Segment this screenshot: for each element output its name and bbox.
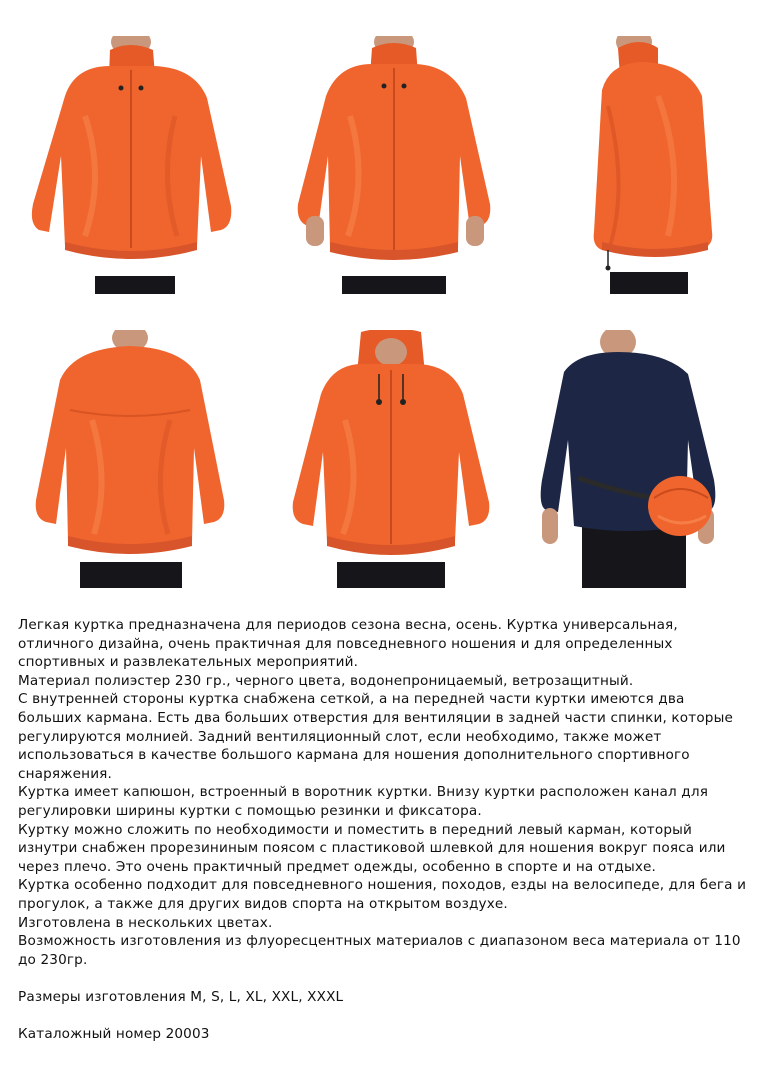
description-paragraph: С внутренней стороны куртка снабжена сеткой, а на передней части куртки имеются два больших кармана. Есть два больших отверстия для вентиляции в задней части спинки, которые регулируются молнией. Задний вентиляционный слот, если необходимо, также может использоваться в качестве большого кармана для ношения дополнительного спортивного снаряжения. [18, 691, 733, 782]
jacket-side-illustration [588, 36, 718, 294]
description-paragraph: Куртку можно сложить по необходимости и поместить в передний левый карман, который изнутри снабжен прорезининым поясом с пластиковой шлевкой для ношения вокруг пояса или через плечо. Это очень практичный предмет одежды, особенно в спорте и на отдыхе. [18, 821, 726, 875]
packed-jacket-illustration [538, 330, 730, 588]
jacket-front-illustration [290, 36, 498, 294]
description-paragraph: Материал полиэстер 230 гр., черного цвета, водонепроницаемый, ветрозащитный. [18, 672, 634, 689]
jacket-photo-side [588, 36, 718, 294]
jacket-photo-front-collar [25, 36, 238, 294]
jacket-hood-illustration [285, 330, 497, 588]
jacket-back-illustration [30, 330, 230, 588]
jacket-photo-back [30, 330, 230, 588]
description-paragraph: Куртка имеет капюшон, встроенный в воротник куртки. Внизу куртки расположен канал для регулировки ширины куртки с помощью резинки и фиксатора. [18, 784, 709, 819]
spacer [18, 1006, 748, 1025]
jacket-photo-front [290, 36, 498, 294]
product-description [18, 616, 748, 1044]
packed-jacket-photo [538, 330, 730, 588]
jacket-front-collar-illustration [25, 36, 238, 294]
description-paragraph: Легкая куртка предназначена для периодов сезона весна, осень. Куртка универсальная, отличного дизайна, очень практичная для повседневного ношения и для определенных спортивных и развлекательных мероприятий. [18, 617, 678, 671]
sizes-line: Размеры изготовления M, S, L, XL, XXL, XXXL [18, 988, 344, 1005]
jacket-photo-front-hood [285, 330, 497, 588]
catalog-number: Каталожный номер 20003 [18, 1026, 210, 1043]
description-paragraph: Возможность изготовления из флуоресцентных материалов с диапазоном веса материала от 110 до 230гр. [18, 933, 741, 968]
description-paragraph: Изготовлена в нескольких цветах. [18, 914, 273, 931]
spacer [18, 969, 748, 988]
description-paragraph: Куртка особенно подходит для повседневного ношения, походов, езды на велосипеде, для бега и прогулок, а также для других видов спорта на открытом воздухе. [18, 877, 747, 912]
